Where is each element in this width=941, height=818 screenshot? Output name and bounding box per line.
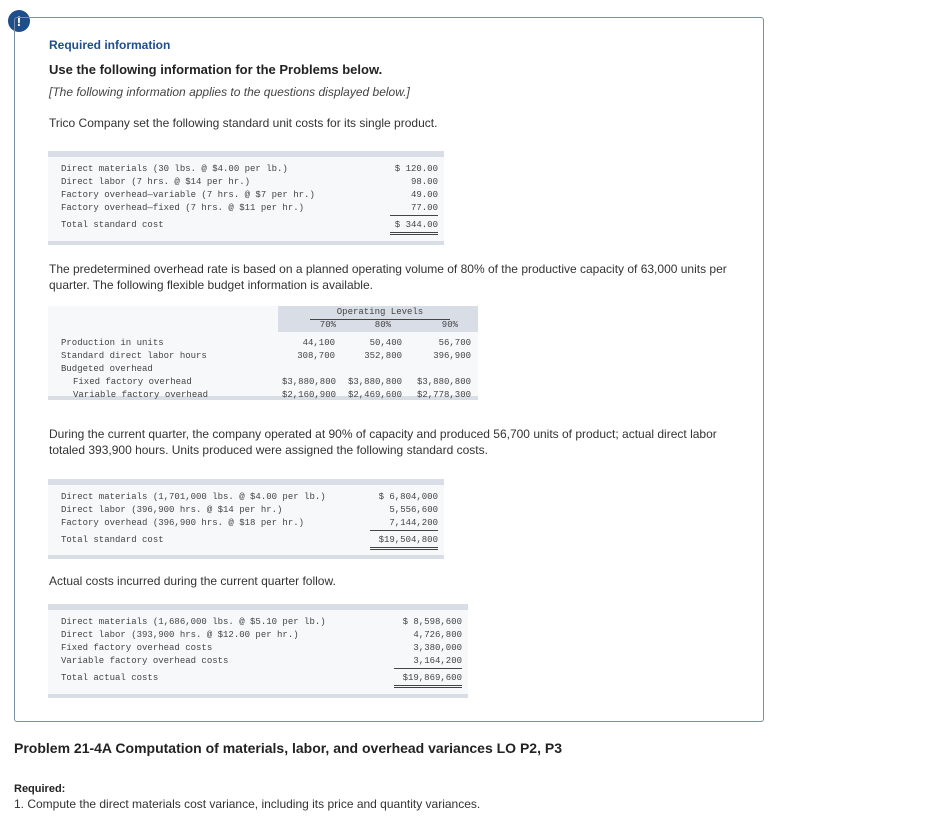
required-information-title: Required information: [49, 38, 171, 52]
alert-icon: !: [8, 10, 30, 32]
table-row: [48, 389, 478, 402]
cell: 56,700: [438, 338, 471, 348]
total-row: [48, 672, 468, 685]
requirement-item: 1. Compute the direct materials cost variance, including its price and quantity variances.: [14, 797, 481, 811]
table-row: [48, 176, 444, 189]
row-label: Fixed factory overhead: [73, 377, 192, 387]
applies-note: [The following information applies to the questions displayed below.]: [49, 85, 410, 99]
table-row: [48, 202, 444, 215]
current-quarter-text: During the current quarter, the company operated at 90% of capacity and produced 56,700 units of product; actual direct labor totaled 393,900 hours. Units produced were assigned the following standard costs.: [49, 427, 717, 457]
table-row: [48, 491, 444, 504]
level-header: 70%: [319, 320, 336, 330]
row-value: 77.00: [390, 202, 438, 216]
intro-text: Trico Company set the following standard unit costs for its single product.: [49, 116, 438, 130]
predetermined-rate-text: The predetermined overhead rate is based on a planned operating volume of 80% of the productive capacity of 63,000 units per quarter. The following flexible budget information is available.: [49, 262, 727, 292]
row-label: Direct labor (7 hrs. @ $14 per hr.): [61, 177, 251, 187]
required-label: Required:: [14, 783, 66, 795]
table-row: [48, 337, 478, 350]
row-value: 7,144,200: [370, 517, 438, 531]
row-value: 4,726,800: [413, 630, 462, 640]
total-label: Total actual costs: [61, 673, 159, 683]
cell: 396,900: [433, 351, 471, 361]
cell: 44,100: [302, 338, 335, 348]
row-label: Variable factory overhead costs: [61, 656, 229, 666]
assigned-costs-table: [48, 479, 444, 559]
row-label: Production in units: [61, 338, 164, 348]
total-value: $ 344.00: [390, 219, 438, 235]
level-header: 80%: [374, 320, 391, 330]
table-row: [48, 376, 478, 389]
table-row: [48, 616, 468, 629]
cell: $3,880,800: [416, 377, 471, 387]
row-label: Direct labor (396,900 hrs. @ $14 per hr.): [61, 505, 283, 515]
row-label: Direct materials (1,686,000 lbs. @ $5.10 per lb.): [61, 617, 326, 627]
row-label: Fixed factory overhead costs: [61, 643, 213, 653]
cell: 352,800: [364, 351, 402, 361]
row-value: 98.00: [410, 177, 438, 187]
row-value: $ 6,804,000: [378, 492, 438, 502]
row-label: Direct materials (1,701,000 lbs. @ $4.00 per lb.): [61, 492, 326, 502]
operating-levels-header: Operating Levels: [310, 306, 450, 320]
cell: 308,700: [297, 351, 335, 361]
row-value: 3,380,000: [413, 643, 462, 653]
table-row: [48, 189, 444, 202]
row-label: Standard direct labor hours: [61, 351, 207, 361]
cell: 50,400: [369, 338, 402, 348]
total-row: [48, 219, 444, 232]
row-label: Factory overhead—variable (7 hrs. @ $7 per hr.): [61, 190, 315, 200]
table-row: [48, 350, 478, 363]
row-value: 3,164,200: [394, 655, 462, 669]
row-value: $ 120.00: [394, 164, 438, 174]
cell: $2,160,900: [281, 390, 336, 400]
table-header-row: [48, 306, 478, 319]
levels-header-row: [48, 319, 478, 332]
cell: $3,880,800: [347, 377, 402, 387]
total-value: $19,869,600: [394, 672, 462, 688]
required-information-panel: [14, 17, 764, 722]
row-label: Factory overhead—fixed (7 hrs. @ $11 per hr.): [61, 203, 305, 213]
row-value: 49.00: [410, 190, 438, 200]
actual-costs-table: [48, 604, 468, 698]
table-row: [48, 504, 444, 517]
table-row: [48, 655, 468, 668]
total-row: [48, 534, 444, 547]
use-following-info: Use the following information for the Problems below.: [49, 62, 383, 77]
row-label: Budgeted overhead: [61, 364, 153, 374]
actual-costs-intro: Actual costs incurred during the current quarter follow.: [49, 574, 336, 588]
row-label: Factory overhead (396,900 hrs. @ $18 per hr.): [61, 518, 305, 528]
table-row: [48, 642, 468, 655]
table-row: [48, 363, 478, 376]
table-row: [48, 517, 444, 530]
total-label: Total standard cost: [61, 535, 164, 545]
problem-title: Problem 21-4A Computation of materials, labor, and overhead variances LO P2, P3: [14, 740, 562, 756]
table-row: [48, 629, 468, 642]
flexible-budget-table: [48, 306, 478, 400]
row-label: Direct materials (30 lbs. @ $4.00 per lb.): [61, 164, 288, 174]
row-label: Direct labor (393,900 hrs. @ $12.00 per hr.): [61, 630, 299, 640]
level-header: 90%: [441, 320, 458, 330]
cell: $2,778,300: [416, 390, 471, 400]
row-value: 5,556,600: [389, 505, 438, 515]
total-label: Total standard cost: [61, 220, 164, 230]
cell: $2,469,600: [347, 390, 402, 400]
standard-costs-table: [48, 151, 444, 245]
cell: $3,880,800: [281, 377, 336, 387]
row-value: $ 8,598,600: [402, 617, 462, 627]
row-label: Variable factory overhead: [73, 390, 209, 400]
table-row: [48, 163, 444, 176]
total-value: $19,504,800: [370, 534, 438, 550]
